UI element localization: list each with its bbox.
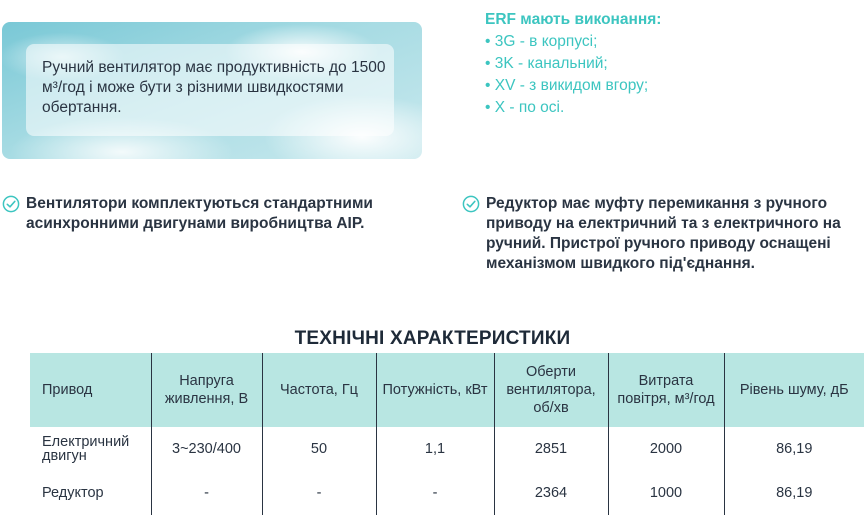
sky-banner-image: [2, 22, 422, 159]
table-cell: -: [262, 471, 376, 515]
table-cell: Редуктор: [42, 485, 104, 501]
column-header: Напруга живлення, В: [151, 353, 262, 427]
table-cell: 50: [262, 427, 376, 471]
table-header-row: [30, 353, 864, 427]
erf-variant-list: [485, 31, 661, 119]
table-row: [30, 427, 864, 471]
table-cell: 1,1: [376, 427, 494, 471]
table-cell: -: [151, 471, 262, 515]
column-header: Оберти вентилятора, об/хв: [494, 353, 608, 427]
column-header: Витрата повітря, м³/год: [608, 353, 724, 427]
hero-text: Ручний вентилятор має продуктивність до 1500 м³/год і може бути з різними швидкостями обертання.: [42, 59, 386, 116]
list-item: • 3K - канальний;: [485, 53, 661, 75]
check-circle-icon: [2, 195, 20, 213]
column-header: Привод: [30, 353, 151, 427]
table-cell: 1000: [608, 471, 724, 515]
check-circle-icon: [462, 195, 480, 213]
table-title: ТЕХНІЧНІ ХАРАКТЕРИСТИКИ: [294, 328, 571, 349]
list-item: • XV - з викидом вгору;: [485, 75, 661, 97]
table-cell: 86,19: [724, 427, 864, 471]
list-item: • X - по осі.: [485, 97, 661, 119]
table-cell: 2000: [608, 427, 724, 471]
table-cell: 2851: [494, 427, 608, 471]
feature-text: Редуктор має муфту перемикання з ручного приводу на електричний та з електричного на ручний. Пристрої ручного приводу оснащені механізмом швидкого під'єднання.: [486, 195, 841, 272]
erf-variants: [485, 9, 661, 119]
table-cell: 86,19: [724, 471, 864, 515]
table-row: [30, 471, 864, 515]
specs-table: [30, 353, 864, 515]
column-header: Рівень шуму, дБ: [724, 353, 864, 427]
column-header: Частота, Гц: [262, 353, 376, 427]
table-cell: Електричний двигун: [42, 434, 130, 464]
table-cell: -: [376, 471, 494, 515]
table-cell: 3~230/400: [151, 427, 262, 471]
hero-card: [26, 44, 394, 136]
table-cell: 2364: [494, 471, 608, 515]
column-header: Потужність, кВт: [376, 353, 494, 427]
erf-title: ERF мають виконання:: [485, 11, 662, 28]
list-item: • 3G - в корпусі;: [485, 31, 661, 53]
feature-text: Вентилятори комплектуються стандартними асинхронними двигунами виробництва AIP.: [26, 195, 373, 232]
